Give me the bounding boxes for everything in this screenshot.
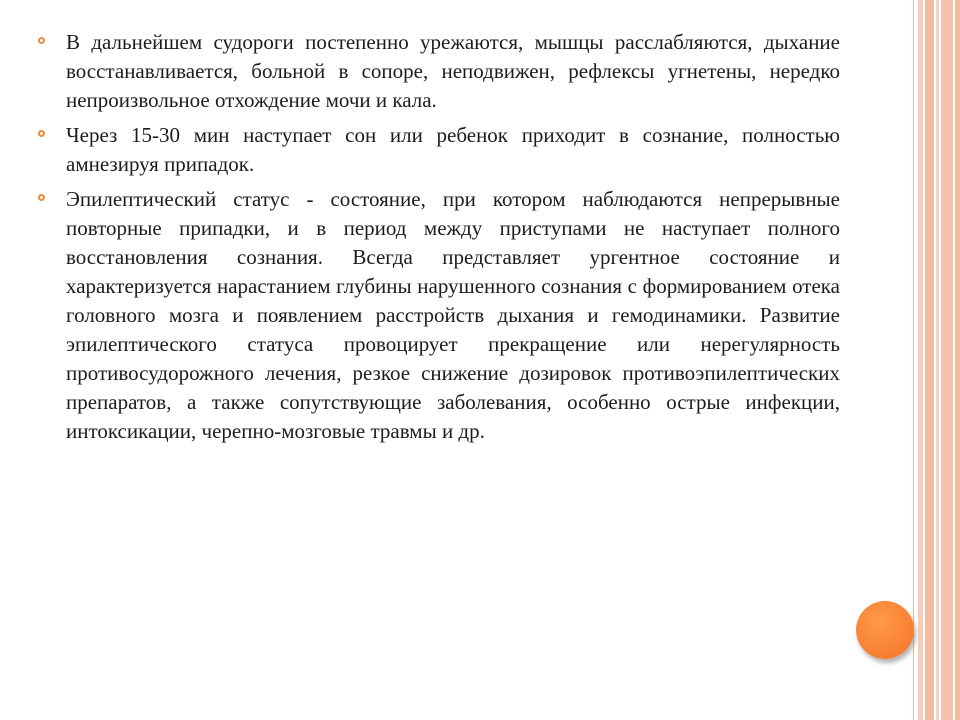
circle-bullet-icon	[38, 194, 45, 201]
stripe	[918, 0, 923, 720]
bullet-text: Эпилептический статус - состояние, при котором наблюдаются непрерывные повторные припадки, и в период между приступами не наступает полного восстановления сознания. Всегда представляет ургентное состояние и характеризуется нарастанием глубины нарушенного сознания с формированием отека головного мозга и появлением расстройств дыхания и гемодинамики. Развитие эпилептического статуса провоцирует прекращение или нерегулярность противосудорожного лечения, резкое снижение дозировок противоэпилептических препаратов, а также сопутствующие заболевания, особенно острые инфекции, интоксикации, черепно-мозговые травмы и др.	[66, 187, 840, 443]
slide-content	[38, 28, 840, 452]
circle-bullet-icon	[38, 37, 45, 44]
stripe	[936, 0, 939, 720]
stripe	[955, 0, 960, 720]
bullet-item	[38, 28, 840, 115]
bullet-text: Через 15-30 мин наступает сон или ребенок приходит в сознание, полностью амнезируя припадок.	[66, 123, 840, 176]
bullet-item	[38, 185, 840, 446]
vertical-divider	[913, 0, 914, 720]
stripe	[925, 0, 934, 720]
bullet-item	[38, 121, 840, 179]
stripe	[941, 0, 953, 720]
circle-bullet-icon	[38, 130, 45, 137]
orange-circle-decoration	[856, 601, 914, 659]
decorative-stripes	[918, 0, 960, 720]
bullet-text: В дальнейшем судороги постепенно урежаются, мышцы расслабляются, дыхание восстанавливается, больной в сопоре, неподвижен, рефлексы угнетены, нередко непроизвольное отхождение мочи и кала.	[66, 30, 840, 112]
